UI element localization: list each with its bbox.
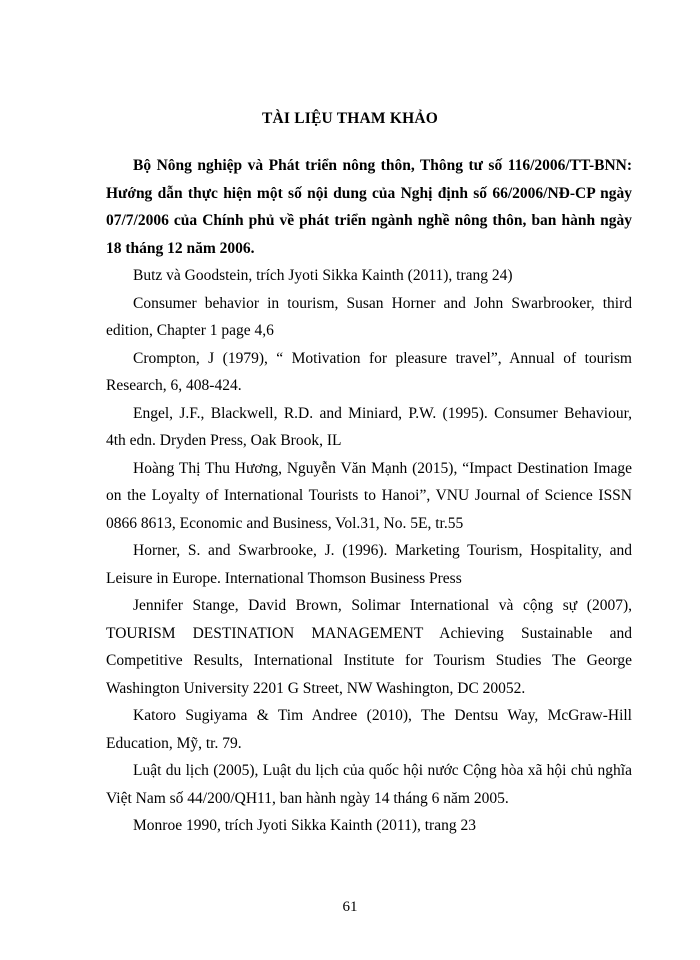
reference-item: Jennifer Stange, David Brown, Solimar International và cộng sự (2007), TOURISM DESTINATION MANAGEMENT Achieving Sustainable and Competitive Results, International Institute for Tourism Studies The George Washington University 2201 G Street, NW Washington, DC 20052. <box>106 597 632 697</box>
reference-item: Engel, J.F., Blackwell, R.D. and Miniard, P.W. (1995). Consumer Behaviour, 4th edn. Dryden Press, Oak Brook, IL <box>106 404 632 449</box>
reference-item: Monroe 1990, trích Jyoti Sikka Kainth (2011), trang 23 <box>133 817 476 834</box>
reference-item: Butz và Goodstein, trích Jyoti Sikka Kainth (2011), trang 24) <box>133 267 513 284</box>
reference-item: Bộ Nông nghiệp và Phát triển nông thôn, Thông tư số 116/2006/TT-BNN: Hướng dẫn thực hiện một số nội dung của Nghị định số 66/2006/NĐ-CP ngày 07/7/2006 của Chính phủ về phát triển ngành nghề nông thôn, ban hành ngày 18 tháng 12 năm 2006. <box>106 157 632 257</box>
reference-item: Katoro Sugiyama & Tim Andree (2010), The Dentsu Way, McGraw-Hill Education, Mỹ, tr. 79. <box>106 707 632 752</box>
page-title: TÀI LIỆU THAM KHẢO <box>262 110 438 127</box>
reference-item: Luật du lịch (2005), Luật du lịch của quốc hội nước Cộng hòa xã hội chủ nghĩa Việt Nam số 44/200/QH11, ban hành ngày 14 tháng 6 năm 2005. <box>106 762 632 807</box>
reference-item: Consumer behavior in tourism, Susan Horner and John Swarbrooker, third edition, Chapter 1 page 4,6 <box>106 294 632 339</box>
reference-list <box>106 152 632 840</box>
reference-item: Crompton, J (1979), “ Motivation for pleasure travel”, Annual of tourism Research, 6, 408-424. <box>106 349 632 394</box>
reference-item: Horner, S. and Swarbrooke, J. (1996). Marketing Tourism, Hospitality, and Leisure in Europe. International Thomson Business Press <box>106 542 632 587</box>
reference-item: Hoàng Thị Thu Hương, Nguyễn Văn Mạnh (2015), “Impact Destination Image on the Loyalty of International Tourists to Hanoi”, VNU Journal of Science ISSN 0866 8613, Economic and Business, Vol.31, No. 5E, tr.55 <box>106 459 632 532</box>
page-number: 61 <box>342 899 358 915</box>
